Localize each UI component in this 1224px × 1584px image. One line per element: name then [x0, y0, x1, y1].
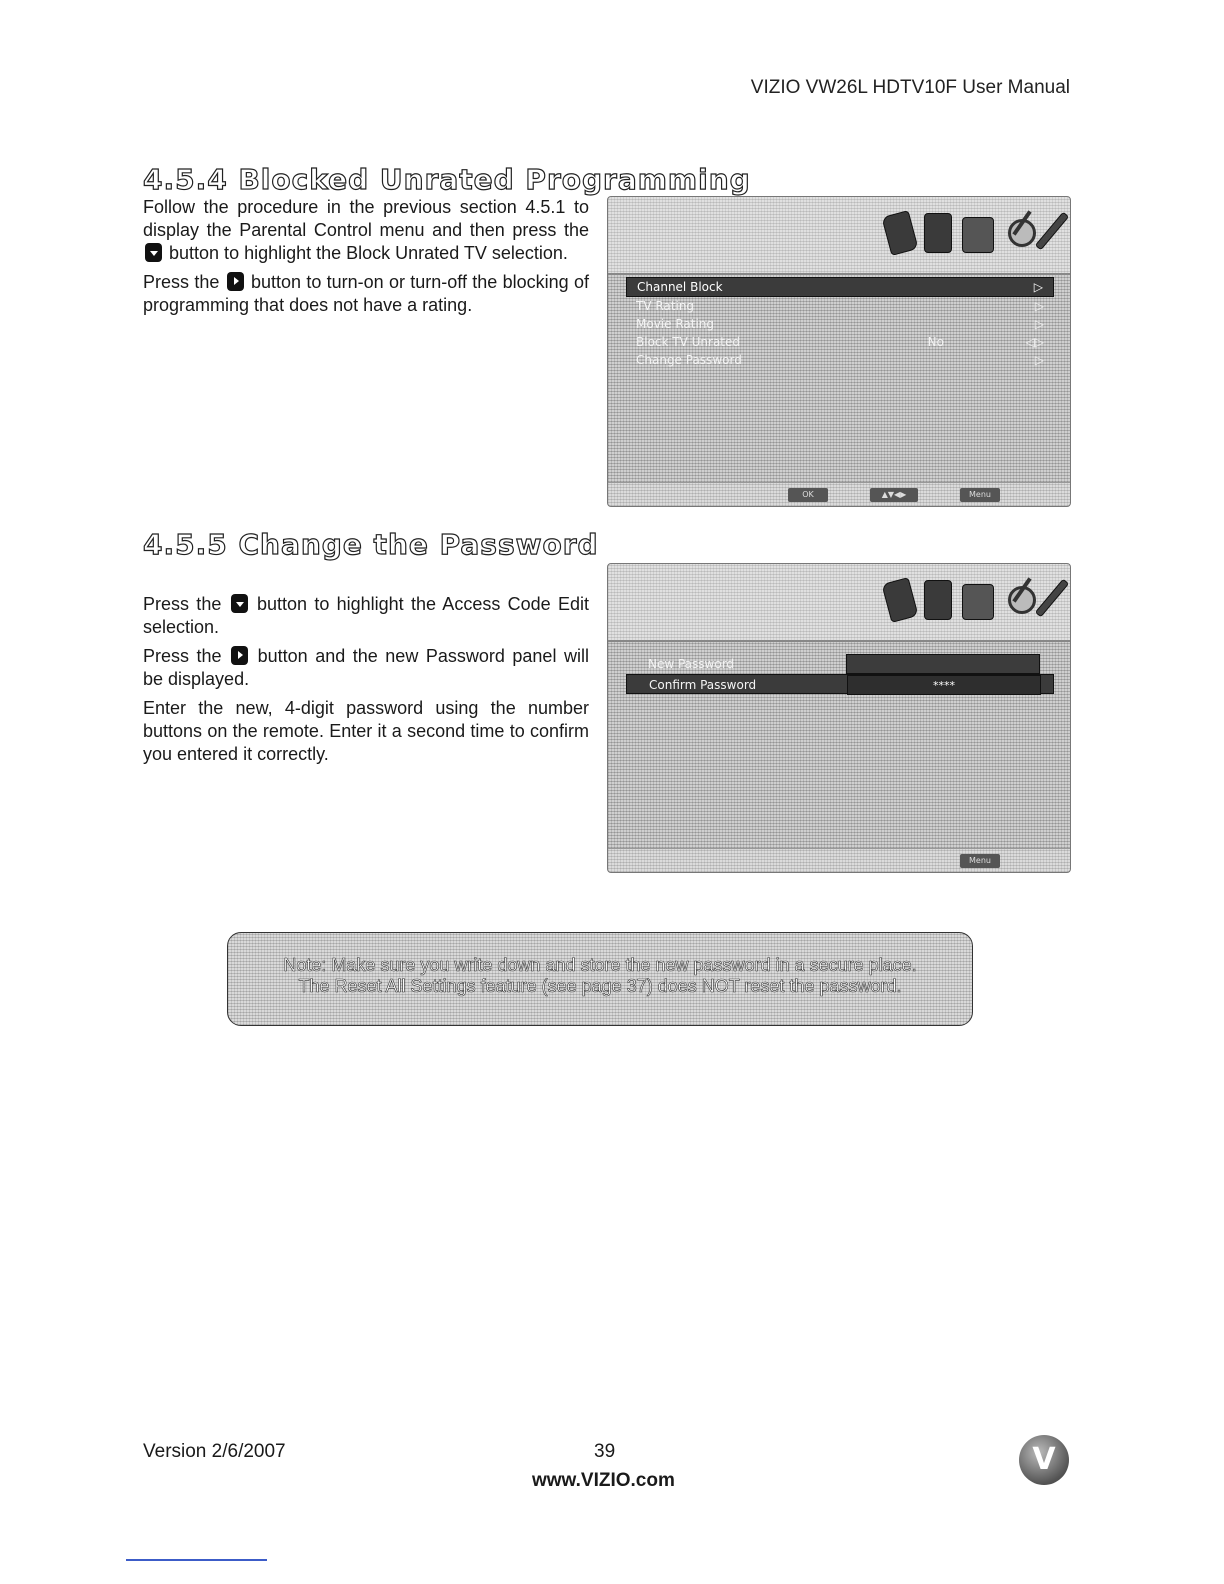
section-title-change-password: 4.5.5 Change the Password	[143, 528, 599, 561]
menu-footer	[608, 482, 1070, 506]
new-password-label: New Password	[648, 657, 735, 671]
change-password-menu-screenshot	[607, 563, 1071, 873]
vizio-logo-icon: V	[1019, 1435, 1069, 1485]
confirm-password-row[interactable]	[626, 674, 1054, 694]
confirm-password-field[interactable]: ****	[847, 675, 1041, 695]
setup-icon	[1004, 576, 1038, 620]
password-rows	[626, 654, 1054, 694]
menu-item-movie-rating[interactable]	[626, 315, 1054, 333]
arrow-left-right-icon: ◁▷	[1025, 335, 1044, 349]
footnote-rule	[126, 1559, 267, 1561]
down-button-icon	[231, 594, 248, 613]
paragraph-text: Press the	[143, 646, 222, 666]
paragraph	[143, 593, 589, 639]
arrow-right-icon: ▷	[1034, 299, 1044, 313]
paragraph-text: button and the new Password panel will be displayed.	[143, 646, 589, 689]
tv-icon	[962, 584, 994, 620]
version-text: Version 2/6/2007	[143, 1441, 286, 1462]
menu-button: Menu	[960, 854, 1000, 868]
audio-icon	[924, 580, 952, 620]
navigation-arrows-icon: ▲▼◀▶	[870, 488, 918, 502]
website-url: www.VIZIO.com	[532, 1470, 675, 1491]
arrow-right-icon: ▷	[1034, 317, 1044, 331]
menu-item-label: Change Password	[636, 353, 742, 367]
menu-header	[608, 197, 1070, 275]
page-number: 39	[594, 1441, 616, 1462]
menu-icon-row	[886, 576, 1056, 620]
menu-footer	[608, 848, 1070, 872]
section-title-blocked-unrated: 4.5.4 Blocked Unrated Programming	[143, 163, 751, 196]
menu-item-label: Channel Block	[637, 280, 723, 294]
menu-button: Menu	[960, 488, 1000, 502]
right-button-icon	[231, 646, 248, 665]
ok-button: OK	[788, 488, 828, 502]
menu-item-change-password[interactable]	[626, 351, 1054, 369]
paragraph-text: Follow the procedure in the previous section 4.5.1 to display the Parental Control menu and then press the	[143, 197, 589, 240]
parental-control-menu-screenshot	[607, 196, 1071, 507]
paragraph	[143, 271, 589, 317]
menu-item-value: No	[927, 335, 944, 349]
confirm-password-label: Confirm Password	[649, 678, 757, 692]
menu-item-tv-rating[interactable]	[626, 297, 1054, 315]
menu-icon-row	[886, 209, 1056, 253]
menu-item-label: TV Rating	[636, 299, 695, 313]
tools-icon	[1035, 212, 1069, 251]
menu-item-label: Block TV Unrated	[636, 335, 741, 349]
paragraph-text: button to highlight the Access Code Edit selection.	[143, 594, 589, 637]
note-line: Note: Make sure you write down and store the new password in a secure place.	[283, 955, 917, 975]
arrow-right-icon: ▷	[1033, 280, 1043, 294]
note-line: The Reset All Settings feature (see page 37) does NOT reset the password.	[298, 976, 902, 996]
right-button-icon	[227, 272, 244, 291]
down-button-icon	[145, 243, 162, 262]
arrow-right-icon: ▷	[1034, 353, 1044, 367]
menu-header	[608, 564, 1070, 642]
tools-icon	[1035, 579, 1069, 618]
new-password-field[interactable]	[846, 654, 1040, 674]
paragraph-text: Press the	[143, 272, 220, 292]
picture-icon	[881, 210, 918, 256]
paragraph	[143, 645, 589, 691]
menu-item-label: Movie Rating	[636, 317, 715, 331]
new-password-row[interactable]	[626, 654, 1054, 674]
section-body-change-password	[143, 593, 589, 772]
audio-icon	[924, 213, 952, 253]
running-title: VIZIO VW26L HDTV10F User Manual	[750, 77, 1070, 98]
menu-item-block-tv-unrated[interactable]	[626, 333, 1054, 351]
menu-item-channel-block[interactable]	[626, 277, 1054, 297]
setup-icon	[1004, 209, 1038, 253]
picture-icon	[881, 577, 918, 623]
paragraph: Enter the new, 4-digit password using the number buttons on the remote. Enter it a second time to confirm you entered it correctly.	[143, 698, 589, 764]
menu-item-list	[626, 277, 1054, 369]
tv-icon	[962, 217, 994, 253]
paragraph	[143, 196, 589, 265]
paragraph-text: button to highlight the Block Unrated TV selection.	[169, 243, 568, 263]
section-body-blocked-unrated	[143, 196, 589, 323]
note-box	[227, 932, 973, 1026]
paragraph-text: button to turn-on or turn-off the blocking of programming that does not have a rating.	[143, 272, 589, 315]
paragraph-text: Press the	[143, 594, 222, 614]
